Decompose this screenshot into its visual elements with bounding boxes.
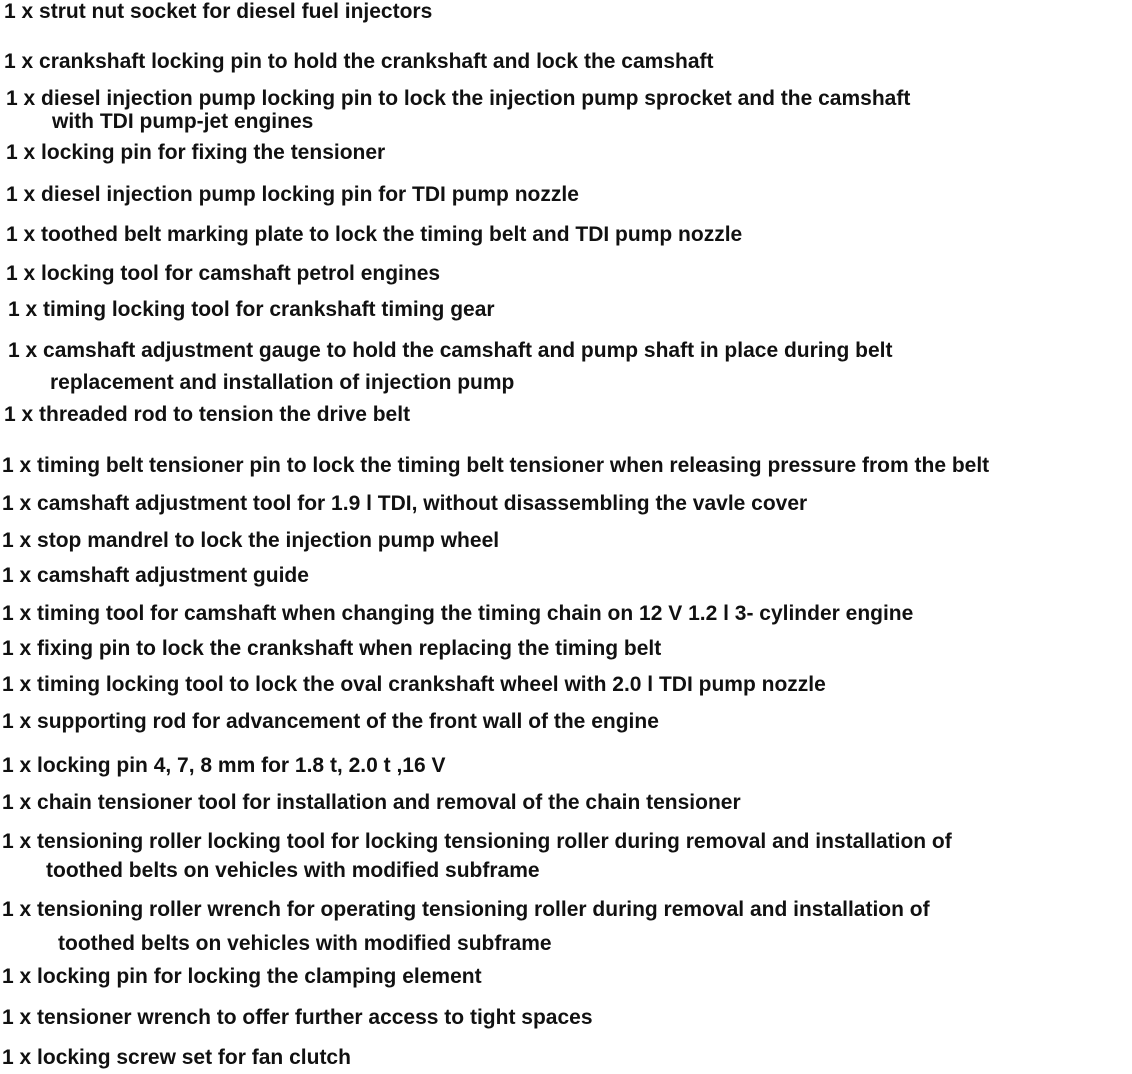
list-item-line: 1 x timing belt tensioner pin to lock the timing belt tensioner when releasing pressure from the belt [2, 454, 990, 477]
list-item-line: 1 x tensioning roller locking tool for locking tensioning roller during removal and installation of [2, 830, 952, 853]
list-item-continuation: toothed belts on vehicles with modified subframe [58, 932, 552, 955]
list-item-line: 1 x locking pin 4, 7, 8 mm for 1.8 t, 2.0 t ,16 V [2, 754, 446, 777]
list-item-line: 1 x tensioning roller wrench for operating tensioning roller during removal and installation of [2, 898, 930, 921]
list-item-line: 1 x strut nut socket for diesel fuel injectors [4, 0, 433, 23]
list-item-line: 1 x crankshaft locking pin to hold the crankshaft and lock the camshaft [4, 50, 714, 73]
list-item-line: 1 x camshaft adjustment tool for 1.9 l TDI, without disassembling the vavle cover [2, 492, 808, 515]
list-item-line: 1 x locking tool for camshaft petrol engines [6, 262, 441, 285]
list-item-line: 1 x locking pin for fixing the tensioner [6, 141, 386, 164]
list-item-line: 1 x threaded rod to tension the drive belt [4, 403, 411, 426]
list-item-line: 1 x fixing pin to lock the crankshaft when replacing the timing belt [2, 637, 662, 660]
list-item-line: 1 x stop mandrel to lock the injection pump wheel [2, 529, 500, 552]
list-item-line: 1 x toothed belt marking plate to lock the timing belt and TDI pump nozzle [6, 223, 743, 246]
list-item-continuation: with TDI pump-jet engines [52, 110, 314, 133]
list-item-line: 1 x diesel injection pump locking pin for TDI pump nozzle [6, 183, 579, 206]
list-item-line: 1 x tensioner wrench to offer further access to tight spaces [2, 1006, 593, 1029]
list-item-line: 1 x diesel injection pump locking pin to lock the injection pump sprocket and the camshaft [6, 87, 911, 110]
list-item-line: 1 x camshaft adjustment guide [2, 564, 309, 587]
list-item-continuation: toothed belts on vehicles with modified subframe [46, 859, 540, 882]
list-item-line: 1 x timing locking tool to lock the oval crankshaft wheel with 2.0 l TDI pump nozzle [2, 673, 826, 696]
list-item-line: 1 x locking pin for locking the clamping element [2, 965, 482, 988]
list-item-line: 1 x timing tool for camshaft when changing the timing chain on 12 V 1.2 l 3- cylinder engine [2, 602, 914, 625]
list-item-line: 1 x timing locking tool for crankshaft timing gear [8, 298, 495, 321]
list-item-line: 1 x camshaft adjustment gauge to hold the camshaft and pump shaft in place during belt [8, 339, 893, 362]
list-item-line: 1 x locking screw set for fan clutch [2, 1046, 351, 1069]
list-item-line: 1 x supporting rod for advancement of the front wall of the engine [2, 710, 659, 733]
list-item-continuation: replacement and installation of injection pump [50, 371, 515, 394]
list-item-line: 1 x chain tensioner tool for installation and removal of the chain tensioner [2, 791, 741, 814]
